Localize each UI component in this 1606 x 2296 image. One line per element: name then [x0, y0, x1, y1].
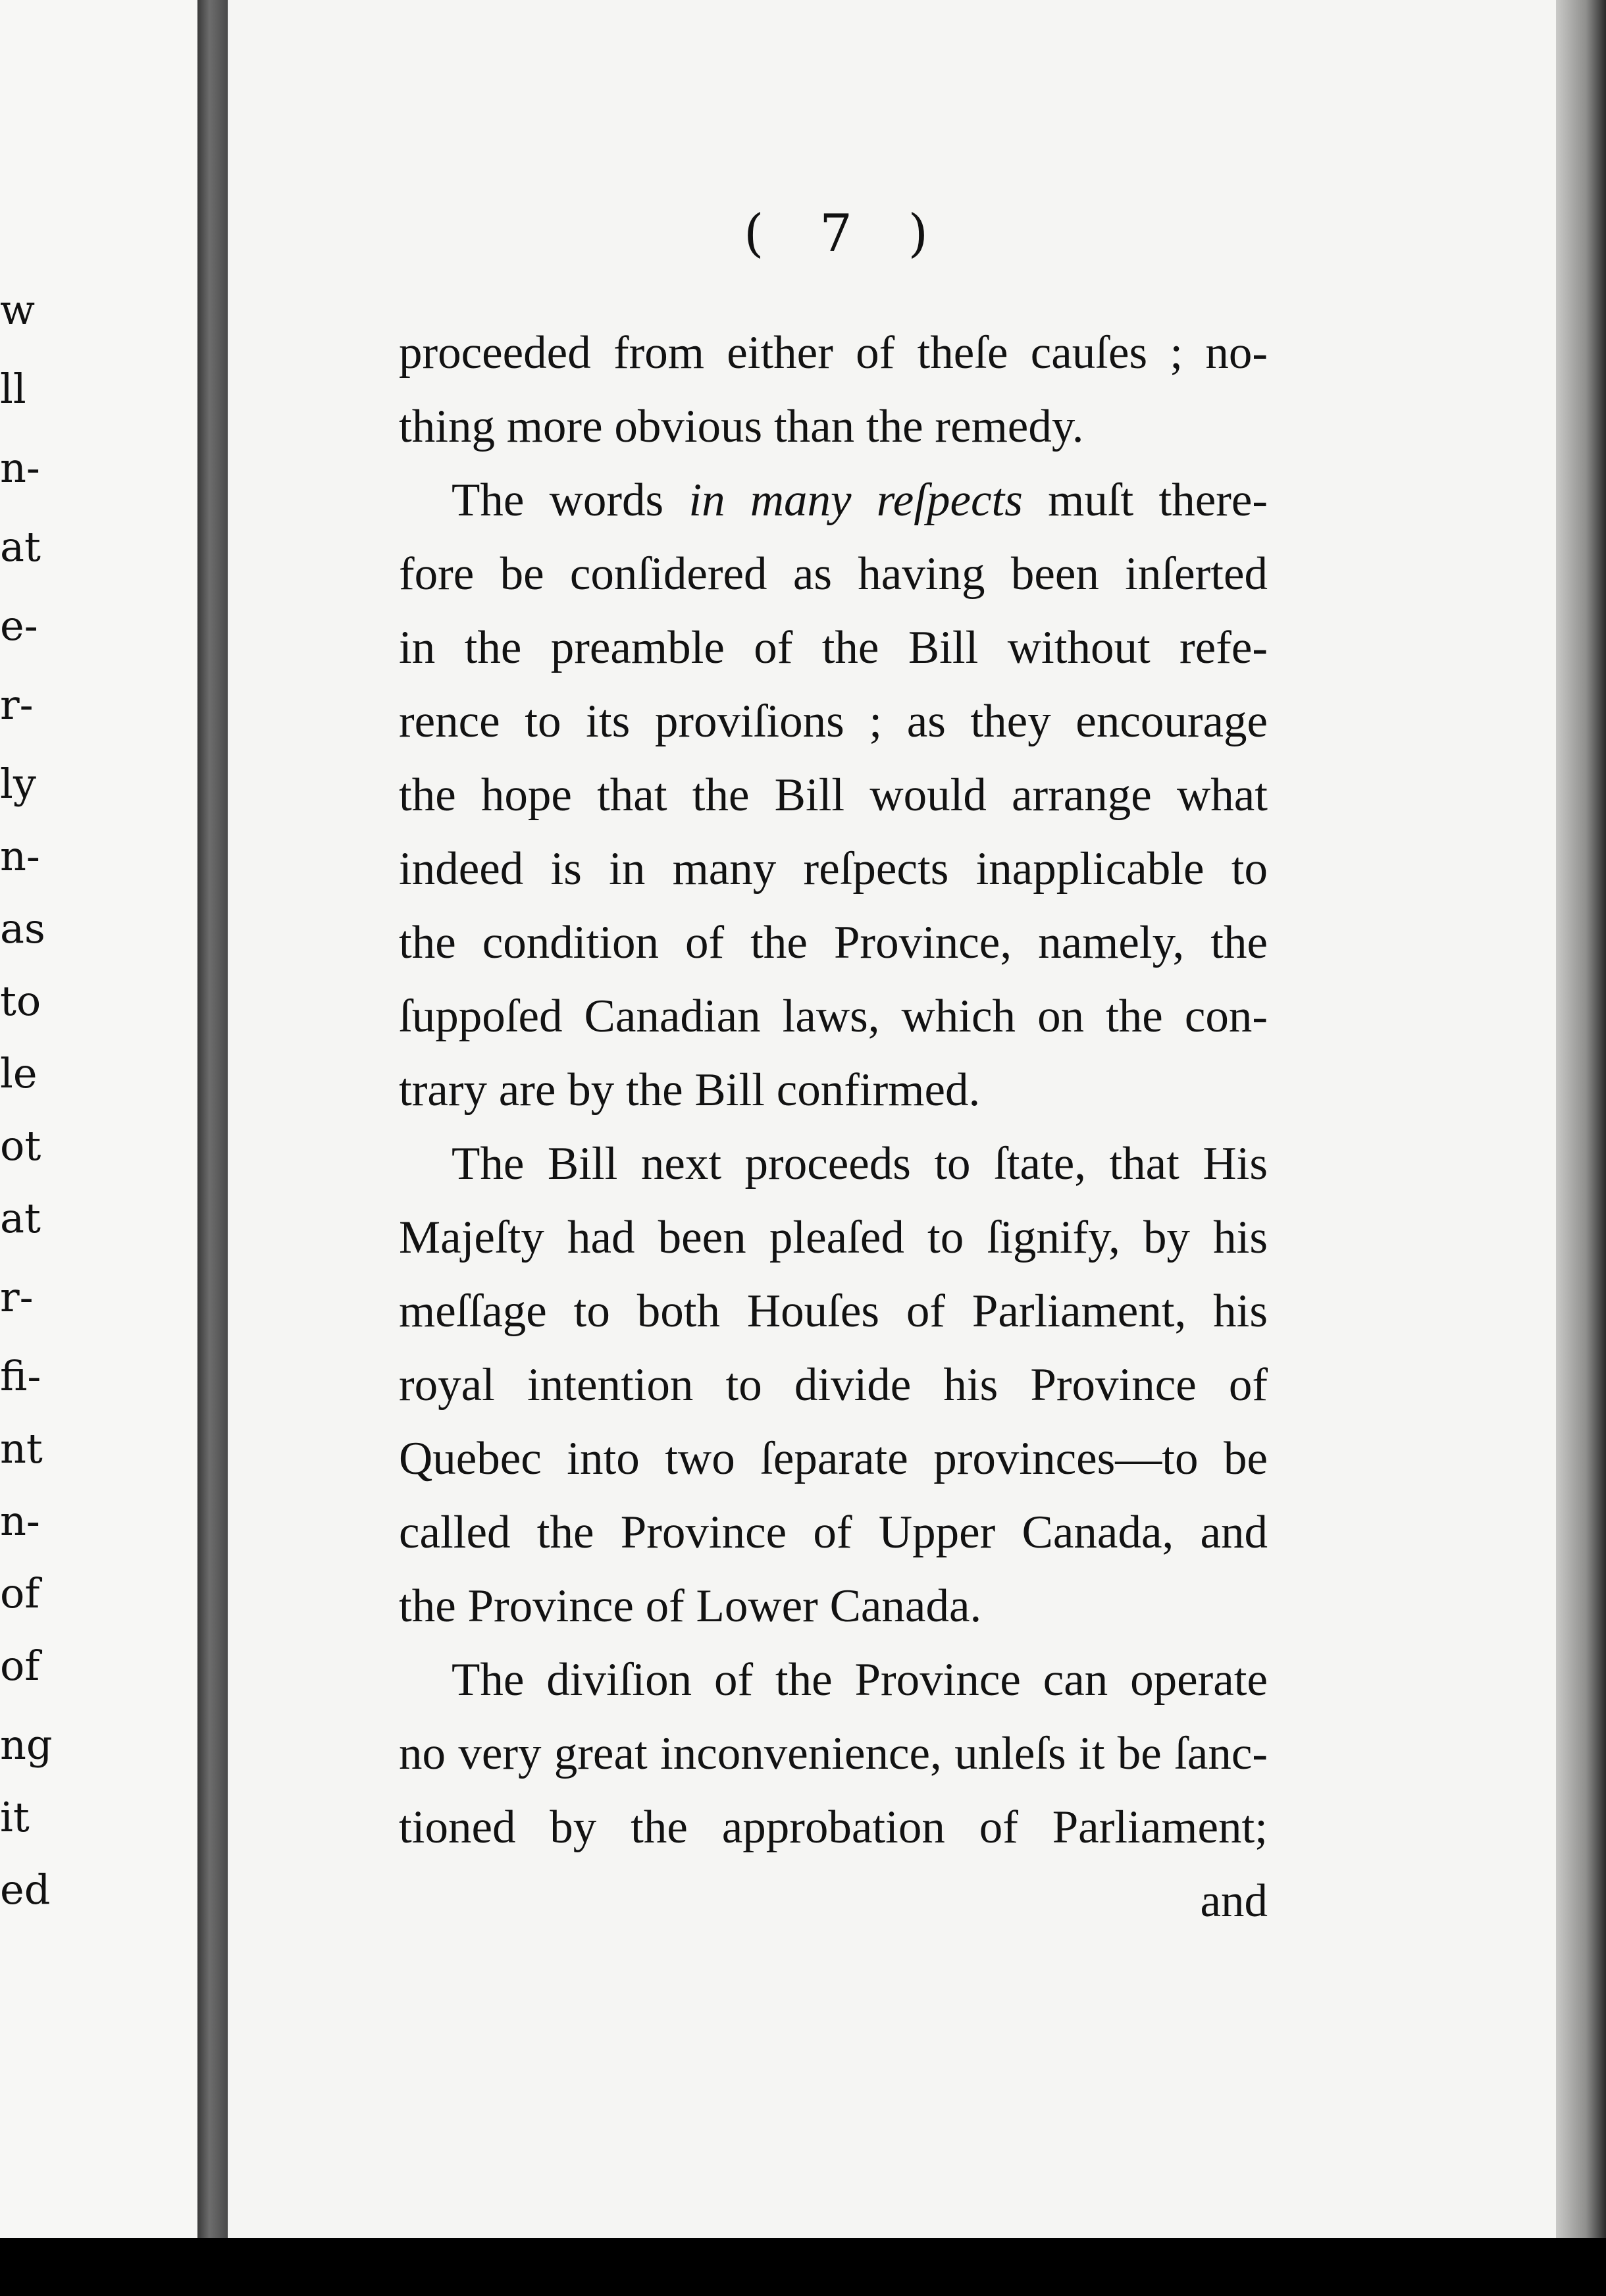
left-fragment: w: [0, 286, 36, 334]
text-line: fore be conſidered as having been inſerted: [399, 548, 1268, 600]
text-line: indeed is in many reſpects inapplicable to: [399, 843, 1268, 895]
left-fragment: le: [0, 1049, 38, 1097]
text-line: rence to its proviſions ; as they encourage: [399, 696, 1268, 747]
text-line: [399, 463, 1268, 537]
book-gutter: [197, 0, 228, 2238]
left-fragment: at: [0, 523, 41, 571]
left-fragment: ll: [0, 365, 26, 413]
text-line: proceeded from either of theſe cauſes ; no-: [399, 327, 1268, 378]
text-run: muſt there-: [1048, 475, 1268, 526]
italic-phrase: in many reſpects: [688, 475, 1023, 526]
left-fragment: as: [0, 904, 45, 952]
text-line: trary are by the Bill confirmed.: [399, 1064, 981, 1116]
left-fragment: r-: [0, 681, 34, 729]
text-line: the condition of the Province, namely, the: [399, 917, 1268, 968]
text-line: Majeſty had been pleaſed to ſignify, by his: [399, 1212, 1268, 1263]
left-fragment: ly: [0, 760, 36, 808]
left-fragment: ot: [0, 1122, 41, 1170]
left-fragment: ed: [0, 1866, 51, 1914]
text-line: royal intention to divide his Province of: [399, 1359, 1268, 1411]
text-line: in the preamble of the Bill without refe-: [399, 622, 1268, 673]
scan-border: [0, 2238, 1606, 2296]
left-fragment: it: [0, 1793, 30, 1841]
left-fragment: to: [0, 977, 41, 1025]
left-fragment: at: [0, 1194, 41, 1242]
text-line: thing more obvious than the remedy.: [399, 401, 1084, 452]
text-line: ſuppoſed Canadian laws, which on the con-: [399, 991, 1268, 1042]
left-fragment: n-: [0, 444, 40, 492]
left-fragment: n-: [0, 1497, 40, 1545]
text-line: no very great inconvenience, unleſs it be ſanc-: [399, 1728, 1268, 1779]
page-number: ( 7 ): [744, 204, 948, 263]
left-fragment: of: [0, 1569, 40, 1617]
catchword: and: [1200, 1875, 1268, 1927]
text-line: meſſage to both Houſes of Parliament, his: [399, 1286, 1268, 1337]
body-text: [399, 316, 1268, 1938]
page-edge: [1556, 0, 1606, 2296]
text-line: called the Province of Upper Canada, and: [399, 1507, 1268, 1558]
left-page-fragment: [0, 0, 197, 2238]
left-fragment: e-: [0, 602, 38, 650]
text-run: The words: [452, 475, 664, 526]
text-line: Quebec into two ſeparate provinces—to be: [399, 1433, 1268, 1484]
text-line: tioned by the approbation of Parliament;: [399, 1802, 1268, 1853]
left-fragment: ng: [0, 1721, 53, 1769]
left-fragment: of: [0, 1642, 40, 1690]
text-line: The diviſion of the Province can operate: [452, 1654, 1268, 1706]
left-fragment: nt: [0, 1424, 43, 1473]
text-line: The Bill next proceeds to ſtate, that His: [452, 1138, 1268, 1189]
text-line: the hope that the Bill would arrange what: [399, 770, 1268, 821]
left-fragment: n-: [0, 832, 40, 880]
left-fragment: fi-: [0, 1352, 41, 1400]
left-fragment: r-: [0, 1273, 34, 1321]
text-line: the Province of Lower Canada.: [399, 1580, 982, 1632]
